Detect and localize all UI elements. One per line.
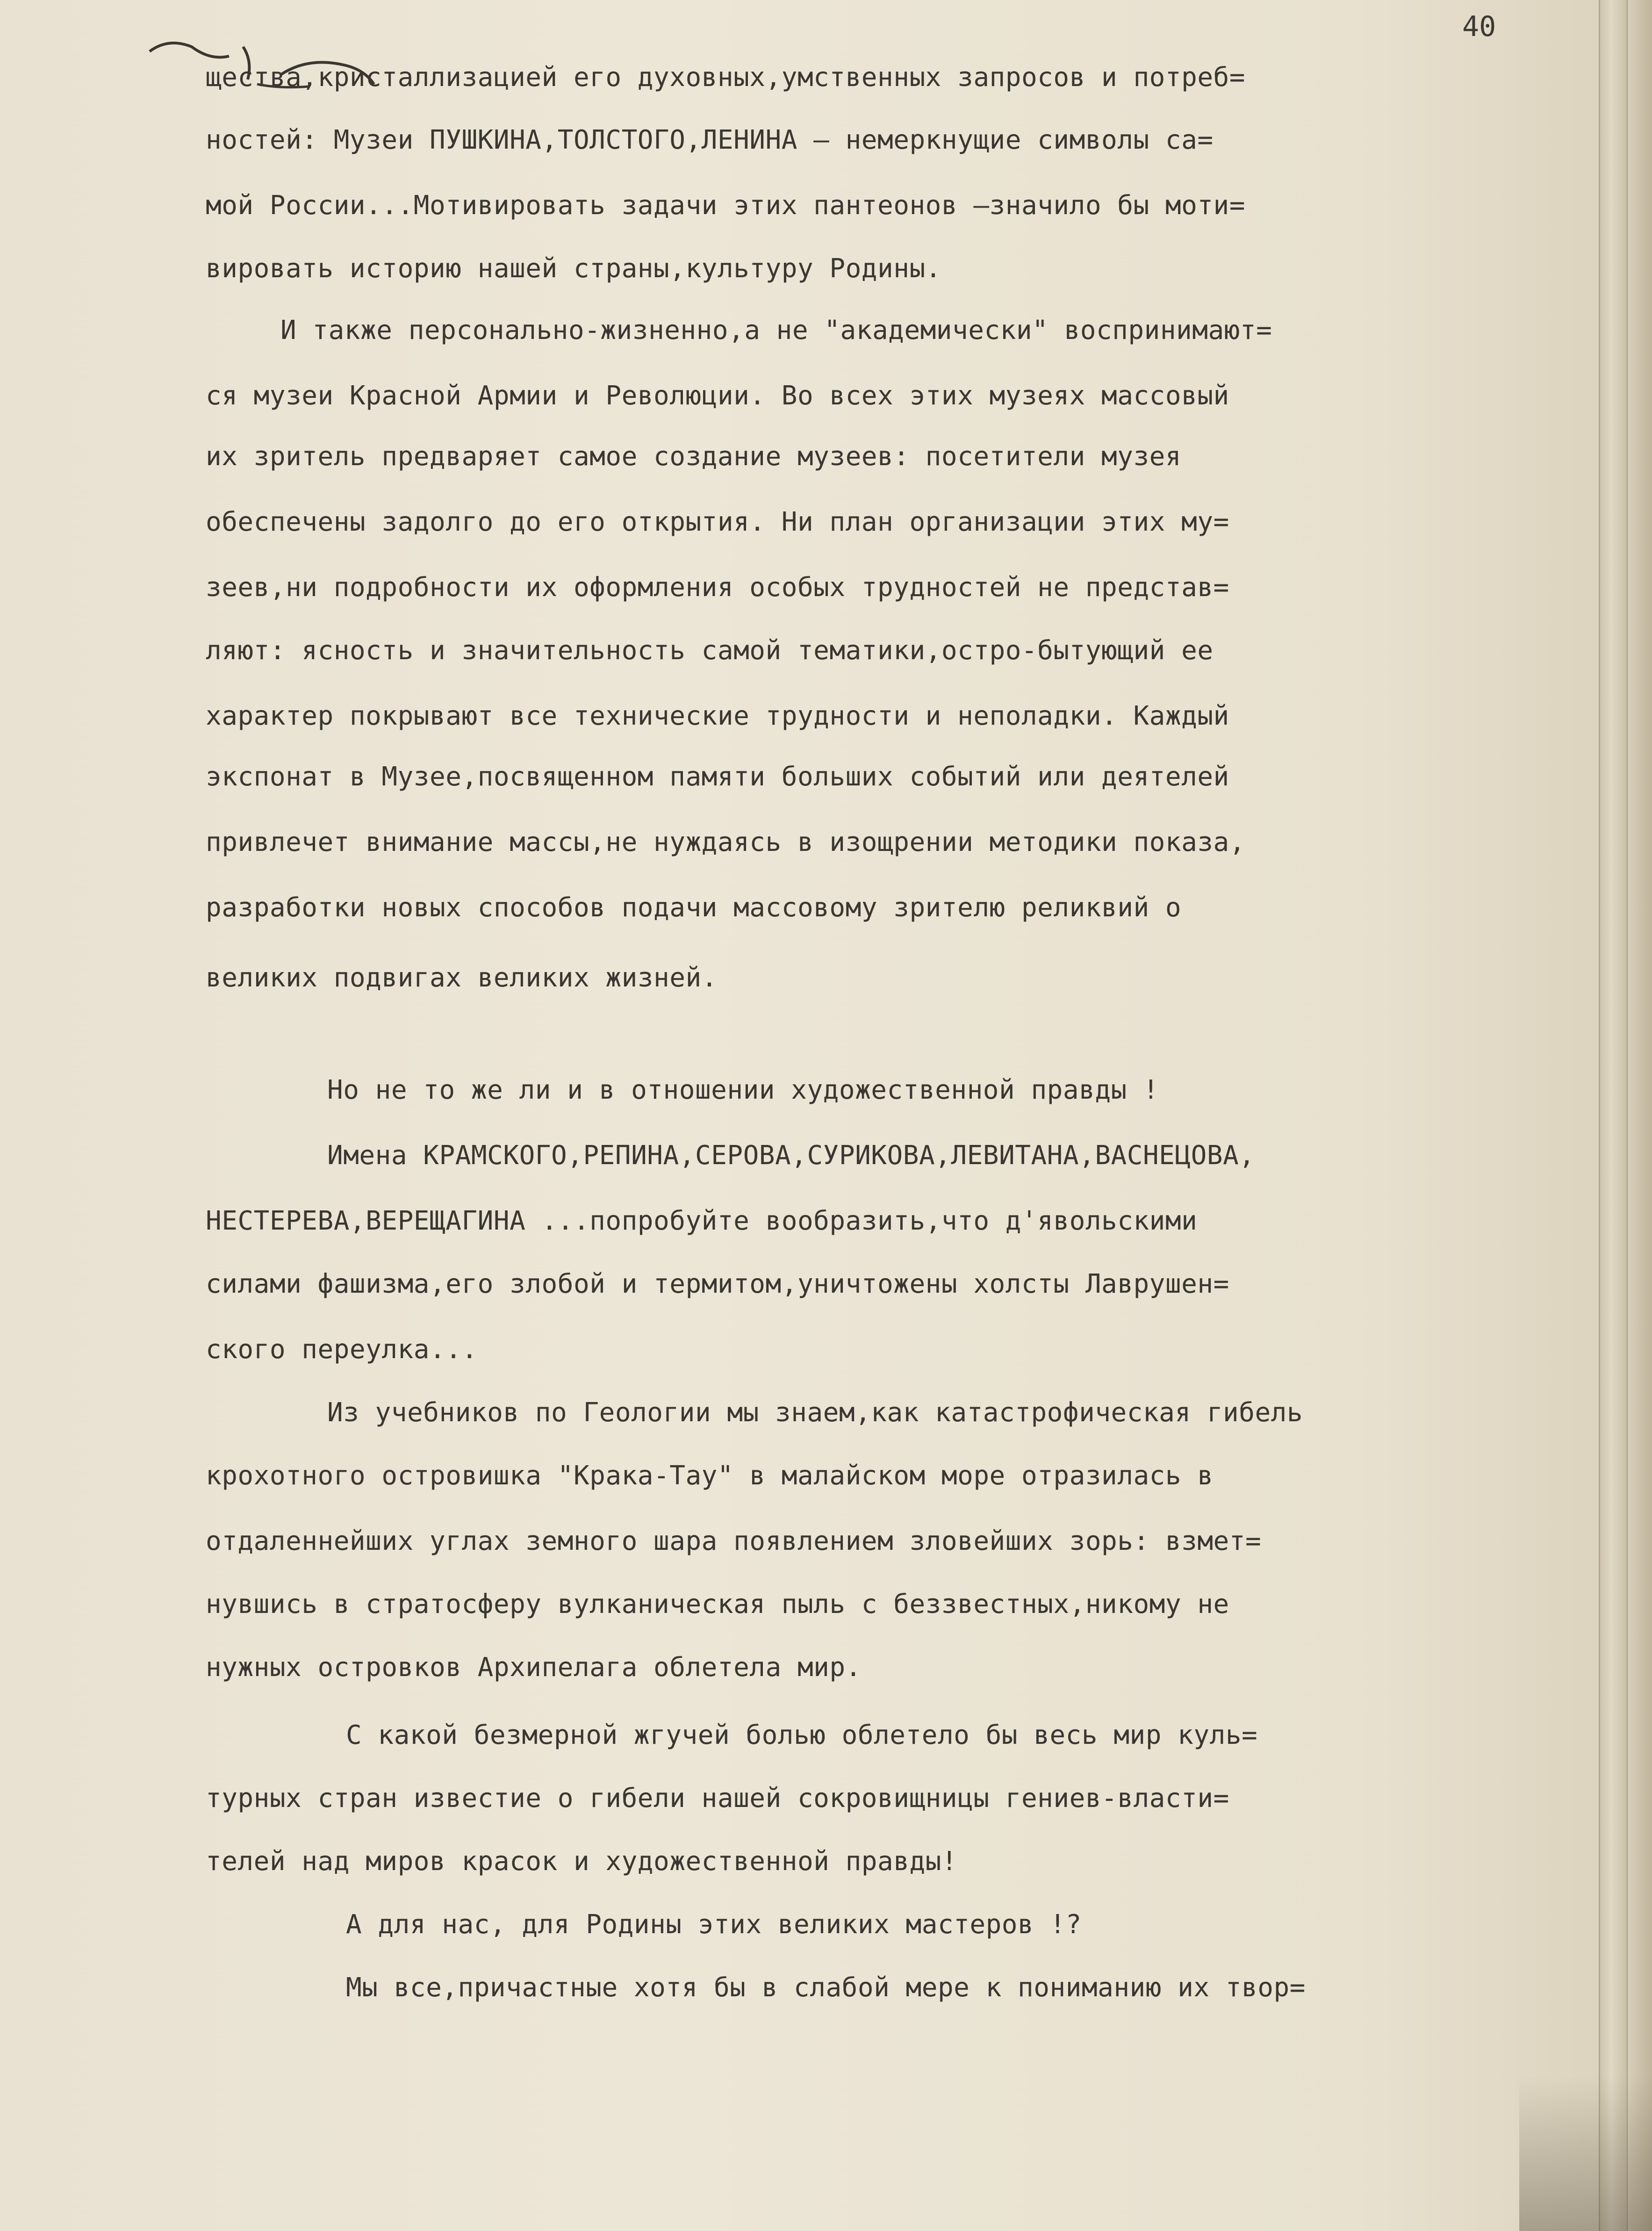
text-line: И также персонально-жизненно,а не "академически" воспринимают=	[280, 315, 1272, 345]
text-line: характер покрывают все технические трудности и неполадки. Каждый	[206, 701, 1229, 731]
text-line: Из учебников по Геологии мы знаем,как катастрофическая гибель	[327, 1397, 1303, 1428]
text-line: С какой безмерной жгучей болью облетело бы весь мир куль=	[346, 1720, 1258, 1750]
text-line: Имена КРАМСКОГО,РЕПИНА,СЕРОВА,СУРИКОВА,ЛЕВИТАНА,ВАСНЕЦОВА,	[327, 1140, 1255, 1171]
text-line: экспонат в Музее,посвященном памяти больших событий или деятелей	[206, 762, 1229, 792]
text-line: мой России...Мотивировать задачи этих пантеонов –значило бы моти=	[206, 190, 1245, 221]
text-line: ляют: ясность и значительность самой тематики,остро-бытующий ее	[206, 635, 1214, 666]
text-line: нужных островков Архипелага облетела мир.	[206, 1652, 862, 1683]
text-line: Мы все,причастные хотя бы в слабой мере к пониманию их твор=	[346, 1972, 1306, 2003]
text-line: зеев,ни подробности их оформления особых трудностей не представ=	[206, 572, 1229, 603]
underlying-page-edge	[1599, 0, 1628, 2231]
text-line: отдаленнейших углах земного шара появлением зловейших зорь: взмет=	[206, 1526, 1262, 1556]
text-line: турных стран известие о гибели нашей сокровищницы гениев-власти=	[206, 1783, 1229, 1814]
text-line: крохотного островишка "Крака-Тау" в малайском море отразилась в	[206, 1461, 1214, 1491]
underlying-page-edge	[1627, 0, 1652, 2231]
text-line: силами фашизма,его злобой и термитом,уничтожены холсты Лаврушен=	[206, 1269, 1229, 1299]
text-line: Но не то же ли и в отношении художественной правды !	[327, 1075, 1159, 1105]
page-number: 40	[1462, 10, 1496, 43]
text-line: вировать историю нашей страны,культуру Родины.	[206, 253, 941, 284]
text-line: щества,кристаллизацией его духовных,умственных запросов и потреб=	[206, 62, 1245, 93]
text-line: великих подвигах великих жизней.	[206, 963, 718, 993]
text-line: НЕСТЕРЕВА,ВЕРЕЩАГИНА ...попробуйте вообразить,что д'явольскими	[206, 1206, 1198, 1236]
text-line: телей над миров красок и художественной правды!	[206, 1846, 958, 1877]
text-line: обеспечены задолго до его открытия. Ни план организации этих му=	[206, 507, 1229, 537]
text-line: привлечет внимание массы,не нуждаясь в изощрении методики показа,	[206, 827, 1245, 857]
text-line: ся музеи Красной Армии и Революции. Во всех этих музеях массовый	[206, 381, 1229, 411]
text-line: ностей: Музеи ПУШКИНА,ТОЛСТОГО,ЛЕНИНА – немеркнущие символы са=	[206, 125, 1214, 155]
text-line: разработки новых способов подачи массовому зрителю реликвий о	[206, 892, 1182, 923]
text-line: А для нас, для Родины этих великих мастеров !?	[346, 1909, 1082, 1940]
text-line: ского переулка...	[206, 1334, 478, 1365]
page-shadow	[1519, 2076, 1652, 2231]
text-line: нувшись в стратосферу вулканическая пыль с беззвестных,никому не	[206, 1589, 1229, 1619]
text-line: их зритель предваряет самое создание музеев: посетители музея	[206, 441, 1182, 472]
